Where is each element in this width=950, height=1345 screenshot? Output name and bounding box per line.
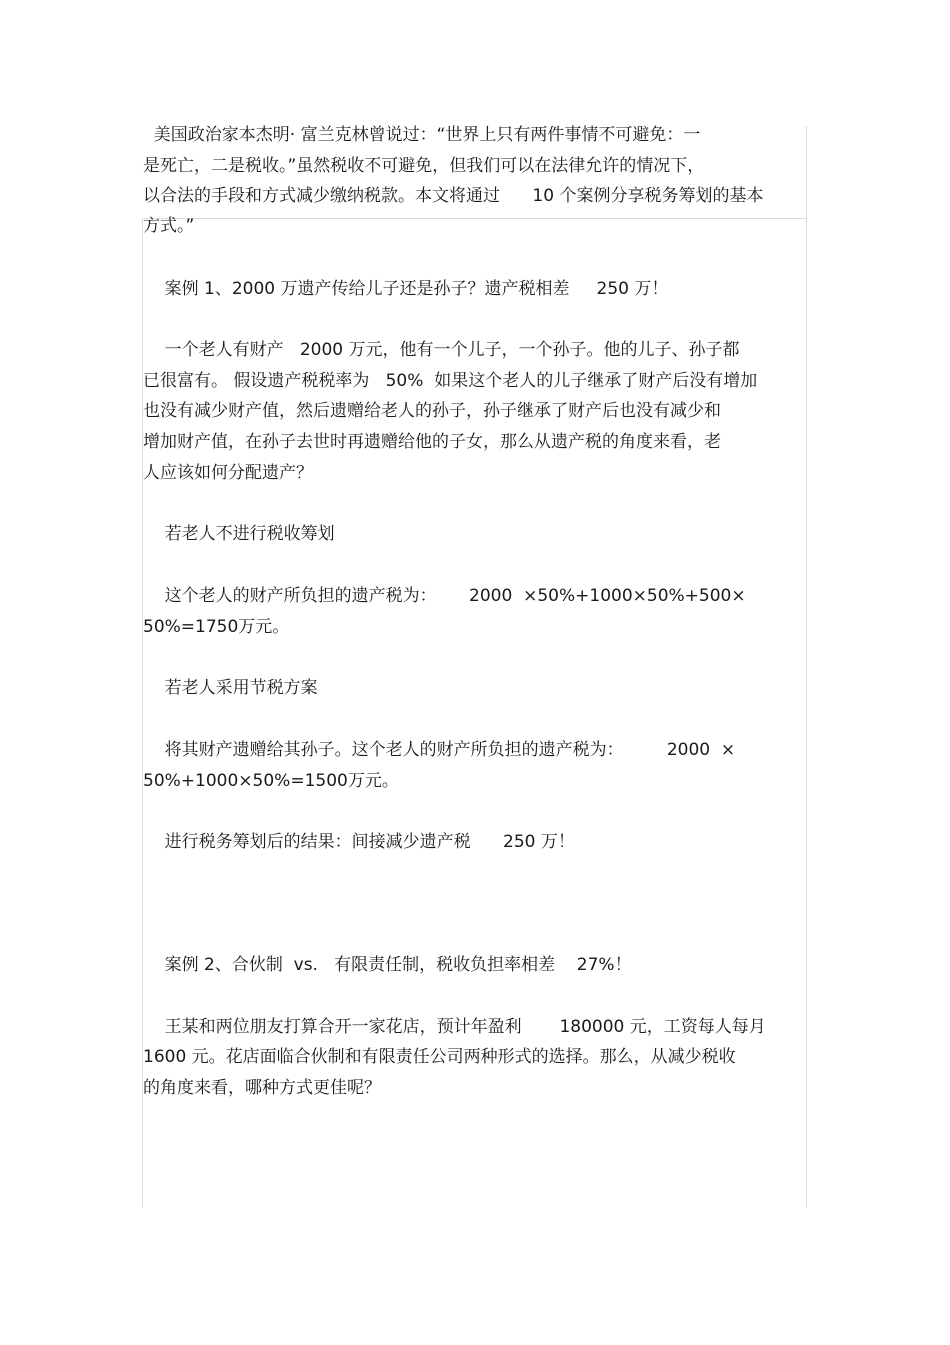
case-1-result: 进行税务筹划后的结果：间接减少遗产税 250 万！ <box>143 832 575 852</box>
case-1-no-planning-heading: 若老人不进行税收筹划 <box>143 524 335 544</box>
frame-right-border <box>806 126 807 1208</box>
case-1-paragraph-line-2: 已很富有。 假设遗产税税率为 50% 如果这个老人的儿子继承了财产后没有增加 <box>143 371 758 391</box>
intro-line-1: 美国政治家本杰明· 富兰克林曾说过：“世界上只有两件事情不可避免：一 <box>143 125 701 145</box>
case-1-saving-line-2: 50%+1000×50%=1500万元。 <box>143 771 399 791</box>
case-1-paragraph-line-1: 一个老人有财产 2000 万元，他有一个儿子，一个孙子。他的儿子、孙子都 <box>143 340 740 360</box>
case-2-paragraph-line-2: 1600 元。花店面临合伙制和有限责任公司两种形式的选择。那么，从减少税收 <box>143 1047 736 1067</box>
case-2-heading: 案例 2、合伙制 vs. 有限责任制，税收负担率相差 27%！ <box>143 955 632 975</box>
intro-line-4: 方式。” <box>143 216 195 236</box>
case-1-paragraph-line-5: 人应该如何分配遗产？ <box>143 463 313 483</box>
intro-line-2: 是死亡，二是税收。”虽然税收不可避免，但我们可以在法律允许的情况下， <box>143 156 705 176</box>
case-1-paragraph-line-4: 增加财产值，在孙子去世时再遗赠给他的子女，那么从遗产税的角度来看，老 <box>143 432 721 452</box>
frame-top-border <box>142 218 807 219</box>
case-1-paragraph-line-3: 也没有减少财产值，然后遗赠给老人的孙子，孙子继承了财产后也没有减少和 <box>143 401 721 421</box>
intro-line-3: 以合法的手段和方式减少缴纳税款。本文将通过 10 个案例分享税务筹划的基本 <box>143 186 764 206</box>
case-1-no-planning-line-2: 50%=1750万元。 <box>143 617 290 637</box>
case-1-no-planning-line-1: 这个老人的财产所负担的遗产税为： 2000 ×50%+1000×50%+500× <box>143 586 746 606</box>
case-1-saving-heading: 若老人采用节税方案 <box>143 678 318 698</box>
case-2-paragraph-line-3: 的角度来看，哪种方式更佳呢？ <box>143 1078 381 1098</box>
case-1-saving-line-1: 将其财产遗赠给其孙子。这个老人的财产所负担的遗产税为： 2000 × <box>143 740 736 760</box>
case-2-paragraph-line-1: 王某和两位朋友打算合开一家花店，预计年盈利 180000 元，工资每人每月 <box>143 1017 766 1037</box>
case-1-heading: 案例 1、2000 万遗产传给儿子还是孙子？遗产税相差 250 万！ <box>143 279 669 299</box>
